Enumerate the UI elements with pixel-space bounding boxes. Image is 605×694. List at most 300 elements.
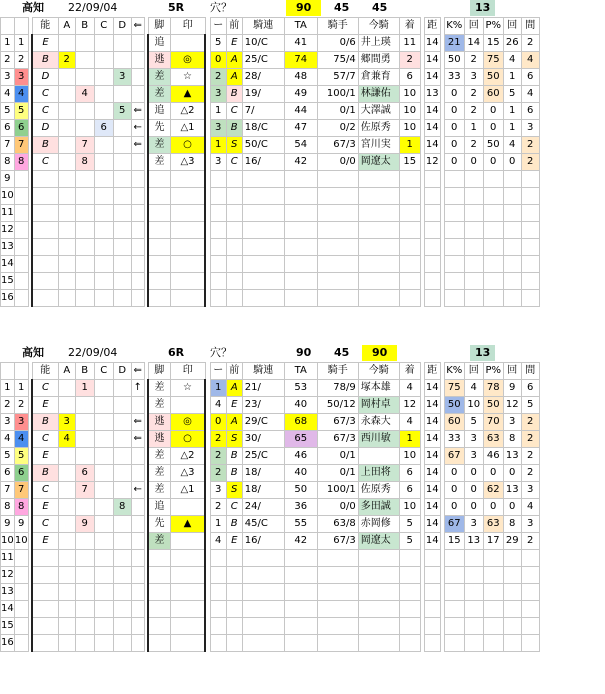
cell-no: 5 — [1, 448, 15, 465]
cell-ta: 54 — [284, 137, 317, 154]
table-row — [1, 86, 540, 103]
cell-kiren: 30/ — [242, 431, 284, 448]
cell-kon: 井上瑛 — [358, 35, 399, 52]
cell-arr — [131, 154, 144, 171]
cell-empty — [131, 256, 144, 273]
cell-empty — [464, 188, 483, 205]
cell-empty — [521, 205, 539, 222]
index-value-3: 90 — [362, 345, 397, 361]
cell-empty — [75, 256, 94, 273]
column-header-kishu: 騎手 — [317, 363, 358, 380]
cell-chaku: 4 — [399, 414, 420, 431]
cell-mark — [170, 533, 205, 550]
cell-empty — [358, 171, 399, 188]
cell-ichi: 4 — [210, 397, 226, 414]
cell-b: 7 — [75, 137, 94, 154]
cell-waku: 9 — [14, 516, 28, 533]
cell-pp: 50 — [483, 137, 503, 154]
cell-c — [94, 35, 113, 52]
cell-waku: 3 — [14, 414, 28, 431]
cell-k1: 0 — [464, 482, 483, 499]
cell-empty — [358, 256, 399, 273]
cell-kyaku: 追 — [148, 103, 170, 120]
cell-empty — [210, 584, 226, 601]
cell-rank: E — [32, 397, 58, 414]
cell-k1: 4 — [464, 380, 483, 397]
cell-empty — [14, 222, 28, 239]
cell-arr: ⇐ — [131, 431, 144, 448]
cell-empty — [284, 567, 317, 584]
cell-mark: ◎ — [170, 52, 205, 69]
cell-a — [58, 482, 75, 499]
cell-empty — [58, 239, 75, 256]
table-row-empty — [1, 618, 540, 635]
header-blank — [1, 18, 15, 35]
table-row-empty — [1, 188, 540, 205]
cell-ichi: 3 — [210, 86, 226, 103]
cell-kishu: 0/0 — [317, 499, 358, 516]
cell-empty — [14, 290, 28, 307]
cell-d — [113, 533, 131, 550]
cell-empty — [284, 256, 317, 273]
cell-rank: D — [32, 120, 58, 137]
cell-dist: 14 — [424, 431, 440, 448]
cell-kp: 75 — [444, 380, 464, 397]
cell-p1: 13 — [503, 482, 521, 499]
cell-empty — [32, 171, 58, 188]
cell-p1: 26 — [503, 35, 521, 52]
column-header-ta: TA — [284, 363, 317, 380]
cell-ta: 41 — [284, 35, 317, 52]
column-header-arr: ⇐ — [131, 363, 144, 380]
cell-mark — [170, 499, 205, 516]
cell-empty — [444, 171, 464, 188]
cell-empty — [317, 205, 358, 222]
table-row-empty — [1, 567, 540, 584]
cell-b — [75, 120, 94, 137]
cell-kon: 岡村卓 — [358, 397, 399, 414]
cell-empty — [131, 205, 144, 222]
cell-pp: 46 — [483, 448, 503, 465]
cell-k1: 0 — [464, 499, 483, 516]
cell-a — [58, 69, 75, 86]
cell-ichi: 2 — [210, 465, 226, 482]
cell-empty — [399, 239, 420, 256]
cell-empty — [503, 273, 521, 290]
cell-empty — [148, 635, 170, 652]
cell-empty — [317, 584, 358, 601]
distance-value: 13 — [470, 0, 495, 16]
cell-chaku: 5 — [399, 516, 420, 533]
cell-pp: 0 — [483, 465, 503, 482]
cell-b: 4 — [75, 86, 94, 103]
cell-empty — [242, 171, 284, 188]
cell-chaku: 6 — [399, 465, 420, 482]
cell-kyaku: 差 — [148, 69, 170, 86]
race-date: 22/09/04 — [68, 346, 118, 359]
cell-empty — [113, 567, 131, 584]
cell-pp: 75 — [483, 52, 503, 69]
cell-empty — [503, 567, 521, 584]
cell-kon: 赤岡修 — [358, 516, 399, 533]
cell-rank: B — [32, 52, 58, 69]
cell-kyaku: 逃 — [148, 414, 170, 431]
cell-empty — [113, 171, 131, 188]
cell-kp: 0 — [444, 482, 464, 499]
cell-ichi: 0 — [210, 52, 226, 69]
cell-mae: B — [226, 465, 242, 482]
cell-empty — [424, 273, 440, 290]
cell-ichi: 0 — [210, 414, 226, 431]
cell-a — [58, 137, 75, 154]
cell-empty — [226, 171, 242, 188]
cell-empty — [444, 584, 464, 601]
cell-kishu: 57/7 — [317, 69, 358, 86]
cell-empty — [58, 550, 75, 567]
table-row-empty — [1, 584, 540, 601]
column-header-kyaku: 脚 — [148, 18, 170, 35]
cell-p1: 12 — [503, 397, 521, 414]
cell-empty — [424, 567, 440, 584]
cell-empty — [242, 205, 284, 222]
column-header-p1: 回 — [503, 363, 521, 380]
cell-dist: 14 — [424, 137, 440, 154]
cell-empty — [358, 239, 399, 256]
cell-b: 9 — [75, 516, 94, 533]
cell-kon: 西川敏 — [358, 431, 399, 448]
cell-pp: 17 — [483, 533, 503, 550]
cell-k1: 3 — [464, 448, 483, 465]
cell-kon: 上田将 — [358, 465, 399, 482]
cell-mae: C — [226, 499, 242, 516]
cell-empty — [424, 188, 440, 205]
cell-d — [113, 52, 131, 69]
cell-empty — [32, 550, 58, 567]
cell-no: 14 — [1, 256, 15, 273]
cell-empty — [444, 550, 464, 567]
cell-ichi: 4 — [210, 533, 226, 550]
cell-mae: S — [226, 431, 242, 448]
cell-empty — [399, 205, 420, 222]
cell-d — [113, 482, 131, 499]
cell-empty — [226, 273, 242, 290]
cell-arr — [131, 397, 144, 414]
table-row — [1, 533, 540, 550]
cell-arr — [131, 499, 144, 516]
cell-kiren: 25/C — [242, 52, 284, 69]
cell-empty — [170, 273, 205, 290]
cell-empty — [32, 567, 58, 584]
cell-k1: 2 — [464, 86, 483, 103]
cell-b: 6 — [75, 465, 94, 482]
table-row-empty — [1, 273, 540, 290]
cell-empty — [399, 171, 420, 188]
cell-kishu: 0/1 — [317, 465, 358, 482]
header-blank — [14, 18, 28, 35]
ana-label: 穴？ — [210, 1, 232, 14]
table-row — [1, 69, 540, 86]
cell-no: 10 — [1, 188, 15, 205]
cell-c — [94, 465, 113, 482]
cell-a — [58, 380, 75, 397]
cell-empty — [483, 618, 503, 635]
cell-chaku: 4 — [399, 380, 420, 397]
cell-kp: 0 — [444, 137, 464, 154]
cell-chaku: 1 — [399, 431, 420, 448]
cell-empty — [242, 584, 284, 601]
cell-d — [113, 465, 131, 482]
cell-ta: 48 — [284, 69, 317, 86]
cell-empty — [32, 273, 58, 290]
column-header-kp: K% — [444, 18, 464, 35]
cell-empty — [242, 239, 284, 256]
cell-waku: 3 — [14, 69, 28, 86]
cell-kan: 6 — [521, 69, 539, 86]
cell-kon: 塚本雄 — [358, 380, 399, 397]
column-header-a: A — [58, 18, 75, 35]
cell-empty — [148, 618, 170, 635]
cell-mae: A — [226, 52, 242, 69]
cell-waku: 5 — [14, 103, 28, 120]
cell-p1: 0 — [503, 154, 521, 171]
cell-empty — [210, 273, 226, 290]
cell-b: 7 — [75, 482, 94, 499]
column-header-kan: 間 — [521, 363, 539, 380]
column-header-kon: 今騎 — [358, 18, 399, 35]
cell-empty — [358, 205, 399, 222]
cell-empty — [503, 222, 521, 239]
cell-waku: 6 — [14, 120, 28, 137]
cell-empty — [444, 567, 464, 584]
column-header-mark: 印 — [170, 363, 205, 380]
cell-empty — [444, 188, 464, 205]
cell-b — [75, 448, 94, 465]
cell-chaku: 10 — [399, 448, 420, 465]
table-row — [1, 465, 540, 482]
cell-kiren: 10/C — [242, 35, 284, 52]
column-header-chaku: 着 — [399, 363, 420, 380]
cell-kan: 6 — [521, 380, 539, 397]
cell-d — [113, 414, 131, 431]
cell-empty — [242, 550, 284, 567]
cell-empty — [94, 550, 113, 567]
cell-empty — [75, 222, 94, 239]
cell-mark: △2 — [170, 448, 205, 465]
cell-empty — [317, 188, 358, 205]
cell-empty — [94, 290, 113, 307]
cell-empty — [317, 273, 358, 290]
table-row — [1, 499, 540, 516]
cell-kan: 5 — [521, 397, 539, 414]
cell-empty — [521, 584, 539, 601]
cell-kp: 60 — [444, 414, 464, 431]
column-header-dist: 距 — [424, 363, 440, 380]
column-header-b: B — [75, 18, 94, 35]
cell-k1: 2 — [464, 137, 483, 154]
cell-b — [75, 103, 94, 120]
cell-ta: 65 — [284, 431, 317, 448]
cell-k1: 10 — [464, 397, 483, 414]
cell-empty — [444, 273, 464, 290]
cell-empty — [358, 635, 399, 652]
cell-c — [94, 499, 113, 516]
cell-empty — [521, 550, 539, 567]
cell-empty — [170, 239, 205, 256]
cell-empty — [399, 601, 420, 618]
cell-ta: 42 — [284, 154, 317, 171]
cell-kon: 岡遼太 — [358, 533, 399, 550]
cell-waku: 7 — [14, 137, 28, 154]
cell-mark: ◎ — [170, 414, 205, 431]
cell-rank: C — [32, 482, 58, 499]
cell-kon: 永森大 — [358, 414, 399, 431]
cell-empty — [424, 171, 440, 188]
cell-arr: ↑ — [131, 380, 144, 397]
cell-empty — [14, 188, 28, 205]
cell-p1: 4 — [503, 137, 521, 154]
cell-pp: 60 — [483, 86, 503, 103]
cell-pp: 0 — [483, 120, 503, 137]
cell-kp: 15 — [444, 533, 464, 550]
cell-empty — [521, 256, 539, 273]
cell-no: 6 — [1, 120, 15, 137]
column-header-p1: 回 — [503, 18, 521, 35]
cell-empty — [284, 584, 317, 601]
cell-kan: 2 — [521, 137, 539, 154]
cell-empty — [58, 584, 75, 601]
cell-empty — [424, 618, 440, 635]
cell-arr: ← — [131, 120, 144, 137]
table-row-empty — [1, 256, 540, 273]
cell-empty — [94, 205, 113, 222]
cell-empty — [358, 222, 399, 239]
cell-empty — [14, 584, 28, 601]
cell-empty — [75, 239, 94, 256]
column-header-dist: 距 — [424, 18, 440, 35]
cell-p1: 3 — [503, 414, 521, 431]
cell-empty — [148, 567, 170, 584]
cell-empty — [113, 222, 131, 239]
cell-b — [75, 431, 94, 448]
cell-empty — [32, 635, 58, 652]
cell-kan: 3 — [521, 516, 539, 533]
cell-ta: 36 — [284, 499, 317, 516]
cell-empty — [148, 171, 170, 188]
cell-rank: E — [32, 448, 58, 465]
cell-pp: 0 — [483, 499, 503, 516]
cell-empty — [113, 290, 131, 307]
cell-mae: C — [226, 103, 242, 120]
cell-dist: 14 — [424, 533, 440, 550]
cell-empty — [94, 171, 113, 188]
cell-mae: B — [226, 516, 242, 533]
cell-mark: △3 — [170, 154, 205, 171]
cell-empty — [58, 171, 75, 188]
cell-kp: 0 — [444, 154, 464, 171]
cell-empty — [210, 601, 226, 618]
cell-empty — [399, 222, 420, 239]
cell-kp: 0 — [444, 120, 464, 137]
cell-empty — [521, 188, 539, 205]
cell-arr: ← — [131, 482, 144, 499]
cell-kishu: 50/12 — [317, 397, 358, 414]
cell-rank: E — [32, 533, 58, 550]
race-header — [0, 345, 605, 361]
cell-empty — [131, 635, 144, 652]
cell-waku: 7 — [14, 482, 28, 499]
cell-empty — [521, 171, 539, 188]
cell-empty — [317, 290, 358, 307]
cell-empty — [358, 618, 399, 635]
header-blank — [1, 363, 15, 380]
cell-ichi: 1 — [210, 103, 226, 120]
cell-b — [75, 69, 94, 86]
ana-label: 穴？ — [210, 346, 232, 359]
cell-a: 3 — [58, 414, 75, 431]
cell-no: 11 — [1, 550, 15, 567]
cell-empty — [424, 635, 440, 652]
cell-kyaku: 差 — [148, 154, 170, 171]
cell-kiren: 16/ — [242, 154, 284, 171]
cell-k1: 0 — [464, 465, 483, 482]
cell-kiren: 18/C — [242, 120, 284, 137]
cell-kp: 67 — [444, 516, 464, 533]
cell-ichi: 2 — [210, 448, 226, 465]
cell-no: 2 — [1, 397, 15, 414]
cell-kishu: 67/3 — [317, 431, 358, 448]
cell-pp: 50 — [483, 397, 503, 414]
cell-d — [113, 120, 131, 137]
cell-kp: 33 — [444, 431, 464, 448]
cell-empty — [358, 601, 399, 618]
cell-empty — [464, 618, 483, 635]
cell-empty — [32, 256, 58, 273]
cell-kiren: 25/C — [242, 448, 284, 465]
cell-empty — [483, 256, 503, 273]
cell-p1: 1 — [503, 103, 521, 120]
cell-empty — [284, 550, 317, 567]
cell-empty — [226, 550, 242, 567]
cell-empty — [399, 567, 420, 584]
column-header-kp: K% — [444, 363, 464, 380]
cell-empty — [444, 290, 464, 307]
column-header-d: D — [113, 363, 131, 380]
race-header — [0, 0, 605, 16]
cell-empty — [75, 601, 94, 618]
cell-empty — [14, 601, 28, 618]
cell-dist: 14 — [424, 120, 440, 137]
cell-chaku: 1 — [399, 137, 420, 154]
cell-empty — [131, 618, 144, 635]
cell-empty — [521, 618, 539, 635]
cell-empty — [113, 205, 131, 222]
cell-empty — [503, 618, 521, 635]
cell-empty — [503, 584, 521, 601]
cell-kiren: 21/ — [242, 380, 284, 397]
cell-p1: 9 — [503, 380, 521, 397]
cell-kyaku: 逃 — [148, 431, 170, 448]
cell-kp: 0 — [444, 103, 464, 120]
cell-kan: 4 — [521, 52, 539, 69]
cell-empty — [317, 222, 358, 239]
cell-empty — [444, 239, 464, 256]
column-header-chaku: 着 — [399, 18, 420, 35]
table-row — [1, 482, 540, 499]
column-header-kyaku: 脚 — [148, 363, 170, 380]
cell-pp: 15 — [483, 35, 503, 52]
cell-waku: 4 — [14, 431, 28, 448]
cell-kishu: 75/4 — [317, 52, 358, 69]
